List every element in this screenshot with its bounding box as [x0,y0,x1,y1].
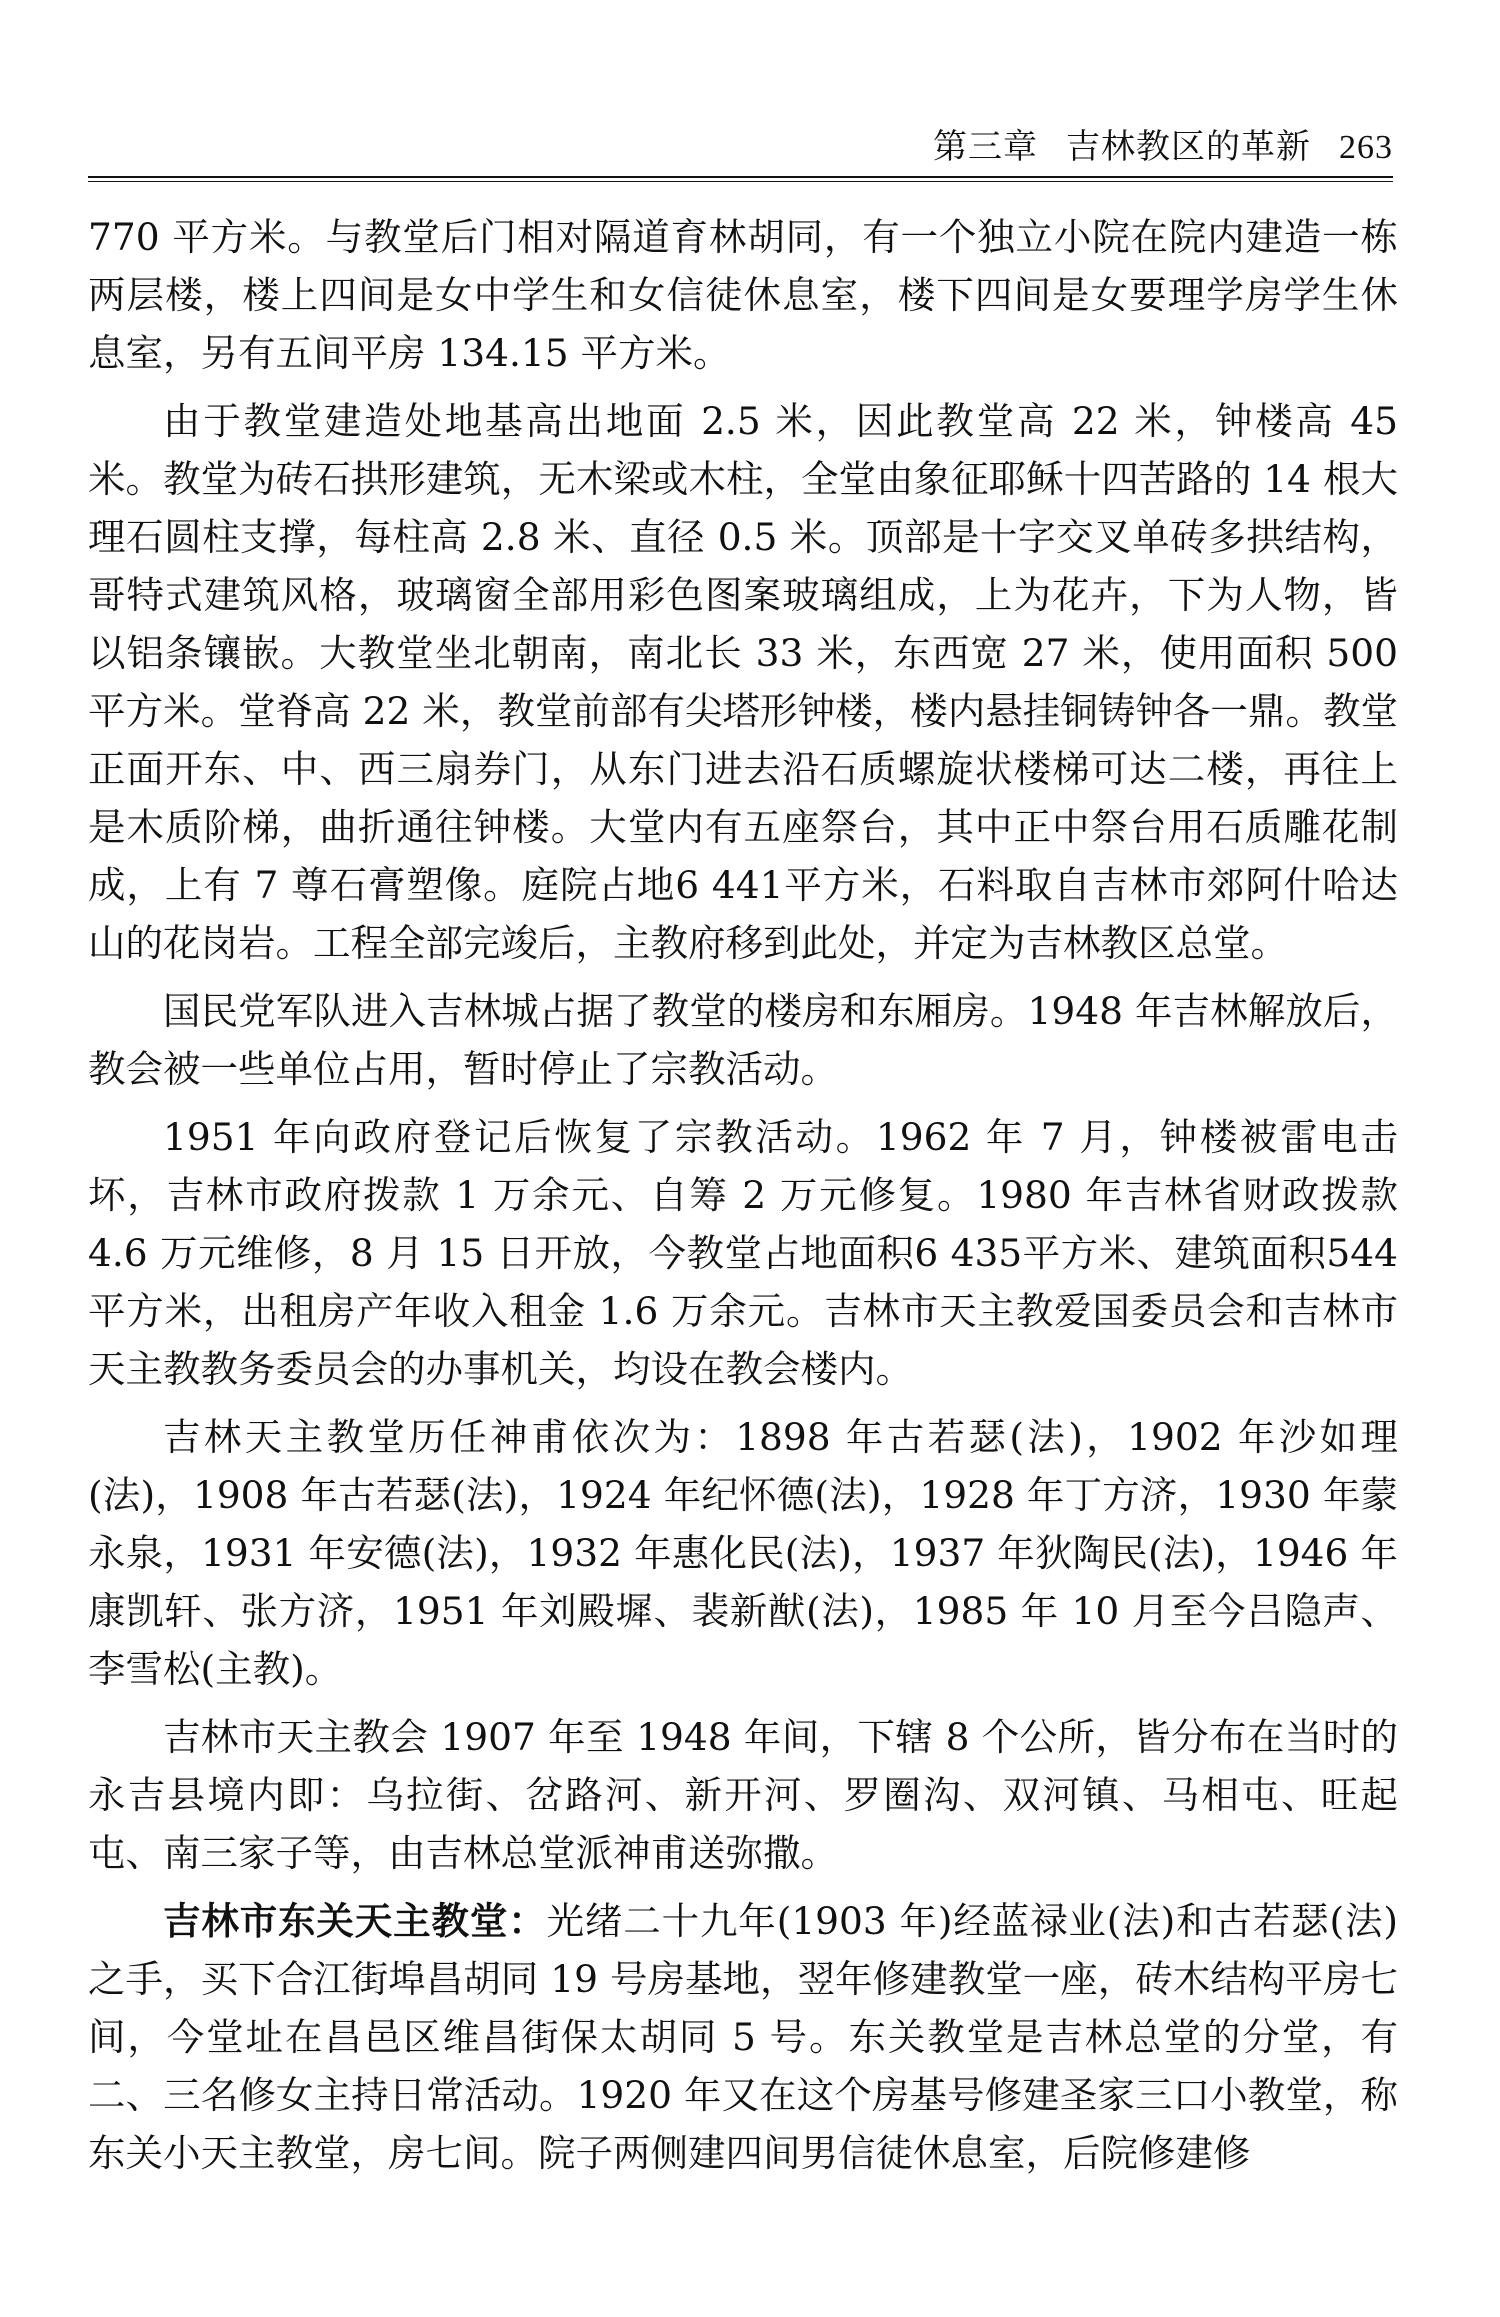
paragraph: 国民党军队进入吉林城占据了教堂的楼房和东厢房。1948 年吉林解放后，教会被一些单位占用，暂时停止了宗教活动。 [88,989,1398,1091]
paragraph-text: 光绪二十九年(1903 年)经蓝禄业(法)和古若瑟(法)之手，买下合江街埠昌胡同 19 号房基地，翌年修建教堂一座，砖木结构平房七间，今堂址在昌邑区维昌街保太胡同 5 号。东关教堂是吉林总堂的分堂，有二、三名修女主持日常活动。1920 年又在这个房基号修建圣家三口小教堂，称东关小天主教堂，房七间。院子两侧建四间男信徒休息室，后院修建修 [88,1899,1399,2175]
paragraph: 770 平方米。与教堂后门相对隔道育林胡同，有一个独立小院在院内建造一栋两层楼，楼上四间是女中学生和女信徒休息室，楼下四间是女要理学房学生休息室，另有五间平房 134.15 平方米。 [88,215,1398,375]
paragraph [88,1892,1398,2182]
paragraph: 吉林市天主教会 1907 年至 1948 年间，下辖 8 个公所，皆分布在当时的永吉县境内即：乌拉街、岔路河、新开河、罗圈沟、双河镇、马相屯、旺起屯、南三家子等，由吉林总堂派神甫送弥撒。 [88,1715,1398,1875]
paragraph: 由于教堂建造处地基高出地面 2.5 米，因此教堂高 22 米，钟楼高 45 米。教堂为砖石拱形建筑，无木梁或木柱，全堂由象征耶稣十四苦路的 14 根大理石圆柱支撑，每柱高 2.8 米、直径 0.5 米。顶部是十字交叉单砖多拱结构，哥特式建筑风格，玻璃窗全部用彩色图案玻璃组成，上为花卉，下为人物，皆以铝条镶嵌。大教堂坐北朝南，南北长 33 米，东西宽 27 米，使用面积 500 平方米。堂脊高 22 米，教堂前部有尖塔形钟楼，楼内悬挂铜铸钟各一鼎。教堂正面开东、中、西三扇券门，从东门进去沿石质螺旋状楼梯可达二楼，再往上是木质阶梯，曲折通往钟楼。大堂内有五座祭台，其中正中祭台用石质雕花制成，上有 7 尊石膏塑像。庭院占地6 441平方米，石料取自吉林市郊阿什哈达山的花岗岩。工程全部完竣后，主教府移到此处，并定为吉林教区总堂。 [88,399,1398,965]
header-rule [88,176,1393,178]
chapter-label: 第三章 [933,127,1038,167]
paragraph: 吉林天主教堂历任神甫依次为：1898 年古若瑟(法)，1902 年沙如理(法)，1908 年古若瑟(法)，1924 年纪怀德(法)，1928 年丁方济，1930 年蒙永泉，1931 年安德(法)，1932 年惠化民(法)，1937 年狄陶民(法)，1946 年康凯轩、张方济，1951 年刘殿墀、裴新猷(法)，1985 年 10 月至今吕隐声、李雪松(主教)。 [88,1415,1398,1691]
running-header [88,122,1393,172]
header-rule-thin [88,181,1393,182]
paragraph: 1951 年向政府登记后恢复了宗教活动。1962 年 7 月，钟楼被雷电击坏，吉林市政府拨款 1 万余元、自筹 2 万元修复。1980 年吉林省财政拨款 4.6 万元维修，8 月 15 日开放，今教堂占地面积6 435平方米、建筑面积544平方米，出租房产年收入租金 1.6 万余元。吉林市天主教爱国委员会和吉林市天主教教务委员会的办事机关，均设在教会楼内。 [88,1115,1398,1391]
body-text [88,208,1398,2192]
section-heading: 吉林市东关天主教堂： [163,1899,547,1943]
chapter-title: 吉林教区的革新 [1066,127,1311,167]
page-number: 263 [1339,129,1393,166]
